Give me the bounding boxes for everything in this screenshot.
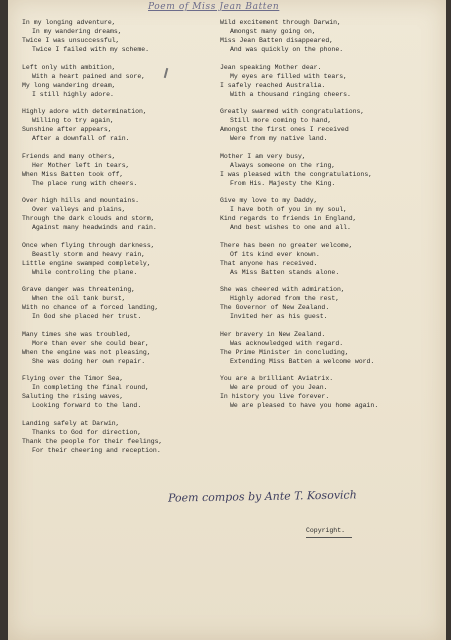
poem-stanza [220, 196, 438, 232]
poem-stanza [220, 374, 438, 410]
poem-stanza [22, 63, 222, 99]
poem-line: Wild excitement through Darwin, [220, 19, 341, 26]
poem-line: Little engine swamped completely, [22, 259, 151, 267]
poem-stanza [220, 285, 438, 321]
poem-stanza [22, 196, 222, 232]
copyright-notice: Copyright. [306, 527, 346, 534]
poem-line: In my wandering dreams, [32, 28, 122, 35]
poem-line: Left only with ambition, [22, 63, 116, 71]
poem-line: Looking forward to the land. [32, 402, 142, 409]
poem-line: Highly adore with determination, [22, 108, 147, 115]
copyright-underline [306, 537, 352, 538]
poem-line: That anyone has received. [220, 259, 318, 267]
poem-line: And best wishes to one and all. [230, 224, 351, 231]
poem-line: When the oil tank burst, [32, 295, 126, 302]
poem-line: Of its kind ever known. [230, 250, 320, 258]
poem-line: As Miss Batten stands alone. [230, 268, 340, 276]
poem-line: Give my love to my Daddy, [220, 197, 318, 204]
poem-line: Her bravery in New Zealand. [220, 330, 326, 338]
poem-stanza [220, 152, 438, 188]
poem-line: While controling the plane. [32, 268, 138, 276]
poem-line: More than ever she could bear, [32, 339, 150, 347]
poem-line: She was doing her own repair. [32, 357, 146, 365]
poem-line: Highly adored from the rest, [230, 295, 340, 302]
poem-stanza [22, 241, 222, 277]
poem-line: I safely reached Australia. [220, 81, 326, 89]
poem-line: When Miss Batten took off, [22, 170, 124, 178]
poem-line: Over high hills and mountains. [22, 197, 140, 204]
poem-line: In history you live forever. [220, 393, 330, 400]
poem-line: Kind regards to friends in England, [220, 215, 357, 222]
poem-line: In God she placed her trust. [32, 313, 142, 320]
poem-line: For their cheering and reception. [32, 446, 161, 454]
poem-line: The Prime Minister in concluding, [220, 348, 349, 356]
poem-stanza [22, 152, 222, 188]
poem-line: I was pleased with the congratulations, [220, 170, 373, 178]
poem-line: Over valleys and plains, [32, 206, 126, 213]
poem-line: The Governor of New Zealand. [220, 304, 330, 311]
poem-stanza [220, 18, 438, 54]
poem-stanza [22, 330, 222, 366]
poem-line: We are proud of you Jean. [230, 384, 328, 391]
poem-stanza [220, 241, 438, 277]
poem-line: Still more coming to hand, [230, 117, 332, 124]
poem-line: With a thousand ringing cheers. [230, 90, 351, 98]
poem-line: Many times she was troubled, [22, 330, 132, 338]
poem-line: My eyes are filled with tears, [230, 72, 348, 80]
poem-line: Invited her as his guest. [230, 313, 328, 320]
poem-line: Against many headwinds and rain. [32, 224, 157, 231]
poem-line: Once when flying through darkness, [22, 241, 155, 249]
poem-line: Amongst many going on, [230, 28, 316, 35]
poem-line: Always someone on the ring, [230, 161, 336, 169]
handwritten-signature: Poem compos by Ante T. Kosovich [167, 488, 357, 505]
poem-line: Extending Miss Batten a welcome word. [230, 357, 375, 365]
handwritten-title: Poem of Miss Jean Batten [148, 2, 280, 12]
poem-line: Amongst the first ones I received [220, 126, 349, 133]
poem-line: Saluting the rising waves, [22, 393, 124, 400]
poem-line: Willing to try again, [32, 117, 114, 124]
poem-stanza [22, 107, 222, 143]
poem-line: In my longing adventure, [22, 19, 116, 26]
poem-stanza [22, 374, 222, 410]
poem-line: Were from my native land. [230, 135, 328, 142]
poem-line: Beastly storm and heavy rain, [32, 250, 146, 258]
poem-line: With a heart pained and sore, [32, 72, 146, 80]
poem-line: After a downfall of rain. [32, 135, 130, 142]
poem-column-right [220, 18, 438, 419]
poem-line: Flying over the Timor Sea, [22, 375, 124, 382]
poem-line: In completing the final round, [32, 384, 150, 391]
poem-line: With no chance of a forced landing, [22, 304, 159, 311]
poem-line: You are a brilliant Aviatrix. [220, 375, 334, 382]
poem-stanza [22, 18, 222, 54]
poem-stanza [220, 107, 438, 143]
poem-line: Grave danger was threatening, [22, 286, 136, 293]
poem-line: I have both of you in my soul, [230, 206, 348, 213]
poem-line: Mother I am very busy, [220, 152, 306, 160]
poem-line: Her Mother left in tears, [32, 161, 130, 169]
poem-stanza [22, 419, 222, 455]
poem-line: Through the dark clouds and storm, [22, 215, 155, 222]
poem-line: Greatly swarmed with congratulations, [220, 108, 365, 115]
poem-line: Thanks to God for direction, [32, 428, 142, 436]
poem-line: From His. Majesty the King. [230, 179, 336, 187]
poem-line: The place rung with cheers. [32, 179, 138, 187]
poem-line: Was acknowledged with regard. [230, 339, 344, 347]
poem-line: Twice I failed with my scheme. [32, 46, 150, 53]
poem-stanza [22, 285, 222, 321]
poem-line: There has been no greater welcome, [220, 241, 353, 249]
poem-column-left [22, 18, 222, 463]
poem-line: Friends and many others, [22, 152, 116, 160]
poem-line: Landing safely at Darwin, [22, 419, 120, 427]
poem-line: Sunshine after appears, [22, 126, 112, 133]
poem-line: My long wandering dream, [22, 81, 116, 89]
poem-stanza [220, 330, 438, 366]
poem-line: Jean speaking Mother dear. [220, 63, 322, 71]
poem-line: And was quickly on the phone. [230, 46, 344, 53]
poem-line: Miss Jean Batten disappeared, [220, 37, 334, 44]
poem-line: We are pleased to have you home again. [230, 402, 379, 409]
poem-stanza [220, 63, 438, 99]
poem-line: Twice I was unsuccessful, [22, 37, 120, 44]
poem-line: Thank the people for their feelings, [22, 437, 163, 445]
poem-line: I still highly adore. [32, 90, 114, 98]
document-page [8, 0, 446, 640]
poem-line: She was cheered with admiration, [220, 286, 345, 293]
poem-line: When the engine was not pleasing, [22, 348, 151, 356]
